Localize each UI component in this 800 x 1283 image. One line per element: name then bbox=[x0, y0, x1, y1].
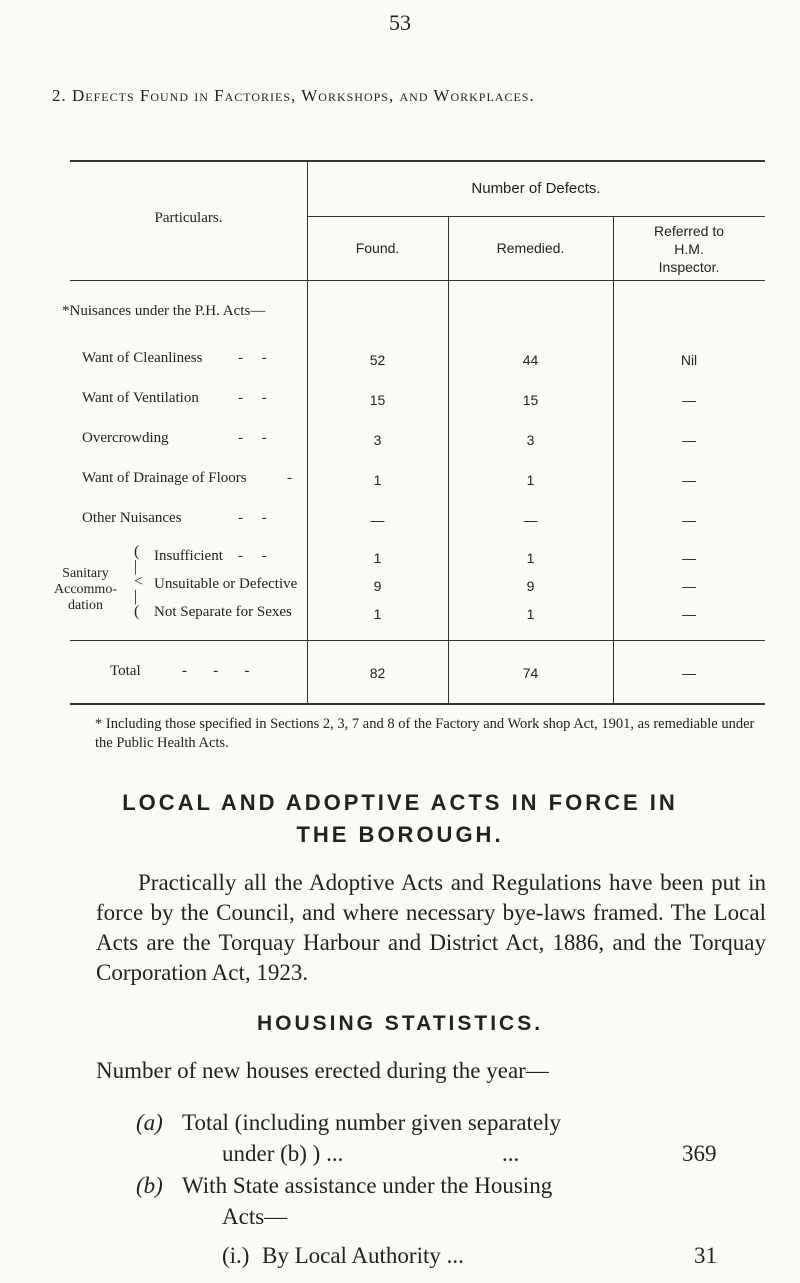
referred-value: — bbox=[682, 512, 696, 528]
sanitary-line-1: Sanitary bbox=[62, 566, 109, 581]
col-remedied-header: Remedied. bbox=[496, 240, 565, 256]
total-remedied: 74 bbox=[522, 665, 539, 681]
table-col-divider-3 bbox=[613, 216, 614, 705]
leader-dashes: - bbox=[287, 470, 292, 486]
referred-value: — bbox=[682, 606, 696, 622]
footnote: * Including those specified in Sections 2, 3, 7 and 8 of the Factory and Work shop Act, 1901, as remediable under the Public Health Acts. bbox=[95, 716, 755, 751]
total-found: 82 bbox=[369, 665, 386, 681]
remedied-value: 44 bbox=[522, 352, 539, 368]
row-label: Other Nuisances bbox=[82, 510, 182, 526]
number-of-defects-header: Number of Defects. bbox=[471, 180, 601, 197]
table-col-divider-2 bbox=[448, 216, 449, 705]
leader-dashes: - - bbox=[238, 390, 267, 406]
found-value: 9 bbox=[373, 578, 382, 594]
row-label: Not Separate for Sexes bbox=[154, 604, 292, 620]
total-label: Total bbox=[110, 663, 141, 679]
housing-i-text: By Local Authority ... bbox=[262, 1243, 464, 1268]
referred-value: — bbox=[682, 392, 696, 408]
housing-i-marker: (i.) bbox=[222, 1243, 250, 1268]
remedied-value: — bbox=[523, 512, 538, 528]
found-value: 15 bbox=[369, 392, 386, 408]
section-heading: 2. Defects Found in Factories, Workshops, and Workplaces. bbox=[52, 86, 535, 105]
housing-a-dots: ... bbox=[502, 1141, 520, 1166]
housing-a-value: 369 bbox=[682, 1141, 717, 1166]
local-acts-heading-line-2: THE BOROUGH. bbox=[296, 822, 504, 847]
remedied-value: 1 bbox=[526, 550, 535, 566]
total-top-rule bbox=[70, 640, 765, 641]
referred-value: — bbox=[682, 472, 696, 488]
housing-ii-marker bbox=[222, 1255, 223, 1256]
leader-dashes: - - bbox=[238, 350, 267, 366]
particulars-header: Particulars. bbox=[154, 210, 223, 226]
housing-a-line-1: Total (including number given separately bbox=[182, 1110, 562, 1135]
header-bottom-rule bbox=[70, 280, 765, 281]
sanitary-line-2: Accommo- bbox=[54, 582, 117, 597]
housing-b-line-1: With State assistance under the Housing bbox=[182, 1173, 553, 1198]
referred-value: Nil bbox=[680, 352, 698, 368]
found-value: 1 bbox=[373, 606, 382, 622]
remedied-value: 1 bbox=[526, 472, 535, 488]
number-header-rule bbox=[307, 216, 765, 217]
referred-line-3: Inspector. bbox=[658, 259, 720, 275]
nuisances-group-heading: *Nuisances under the P.H. Acts— bbox=[62, 303, 266, 319]
remedied-value: 9 bbox=[526, 578, 535, 594]
found-value: 3 bbox=[373, 432, 382, 448]
row-label: Want of Ventilation bbox=[82, 390, 199, 406]
leader-dashes: - - bbox=[238, 510, 267, 526]
referred-value: — bbox=[682, 550, 696, 566]
housing-b-line-2: Acts— bbox=[222, 1204, 288, 1229]
housing-intro: Number of new houses erected during the year— bbox=[96, 1058, 549, 1083]
row-label: Want of Drainage of Floors bbox=[82, 470, 247, 486]
row-label: Want of Cleanliness bbox=[82, 350, 203, 366]
row-label: Unsuitable or Defective bbox=[154, 576, 298, 592]
local-acts-heading-line-1: LOCAL AND ADOPTIVE ACTS IN FORCE IN bbox=[122, 790, 678, 815]
col-found-header: Found. bbox=[355, 240, 400, 256]
leader-dashes: - - bbox=[238, 548, 267, 564]
housing-heading: HOUSING STATISTICS. bbox=[256, 1012, 544, 1035]
local-acts-paragraph: Practically all the Adoptive Acts and Regulations have been put in force by the Council, and where necessary bye-laws framed. The Local Acts are the Torquay Harbour and District Act, 1886, and the Torquay Corporation Act, 1923. bbox=[96, 870, 766, 985]
found-value: 1 bbox=[373, 550, 382, 566]
found-value: 1 bbox=[373, 472, 382, 488]
table-bottom-rule bbox=[70, 703, 765, 705]
page-number: 53 bbox=[389, 10, 411, 35]
sanitary-accommodation-label bbox=[54, 566, 117, 614]
remedied-value: 3 bbox=[526, 432, 535, 448]
remedied-value: 15 bbox=[522, 392, 539, 408]
row-label: Insufficient bbox=[154, 548, 223, 564]
found-value: 52 bbox=[369, 352, 386, 368]
housing-b-marker: (b) bbox=[136, 1173, 163, 1198]
housing-i-value: 31 bbox=[694, 1243, 717, 1268]
row-label: Overcrowding bbox=[82, 430, 169, 446]
defects-table bbox=[54, 160, 765, 705]
referred-line-2: H.M. bbox=[674, 241, 704, 257]
table-top-rule bbox=[70, 160, 765, 162]
sanitary-line-3: dation bbox=[67, 598, 103, 613]
leader-dashes: - - - bbox=[182, 663, 250, 679]
leader-dashes: - - bbox=[238, 430, 267, 446]
remedied-value: 1 bbox=[526, 606, 535, 622]
brace: ( | < | ( bbox=[134, 543, 144, 620]
referred-value: — bbox=[682, 578, 696, 594]
found-value: — bbox=[370, 512, 385, 528]
housing-a-marker: (a) bbox=[136, 1110, 163, 1135]
total-referred: — bbox=[682, 665, 696, 681]
referred-line-1: Referred to bbox=[653, 223, 725, 239]
col-referred-header bbox=[613, 222, 765, 276]
referred-value: — bbox=[682, 432, 696, 448]
housing-a-line-2: under (b) ) ... bbox=[222, 1141, 344, 1166]
